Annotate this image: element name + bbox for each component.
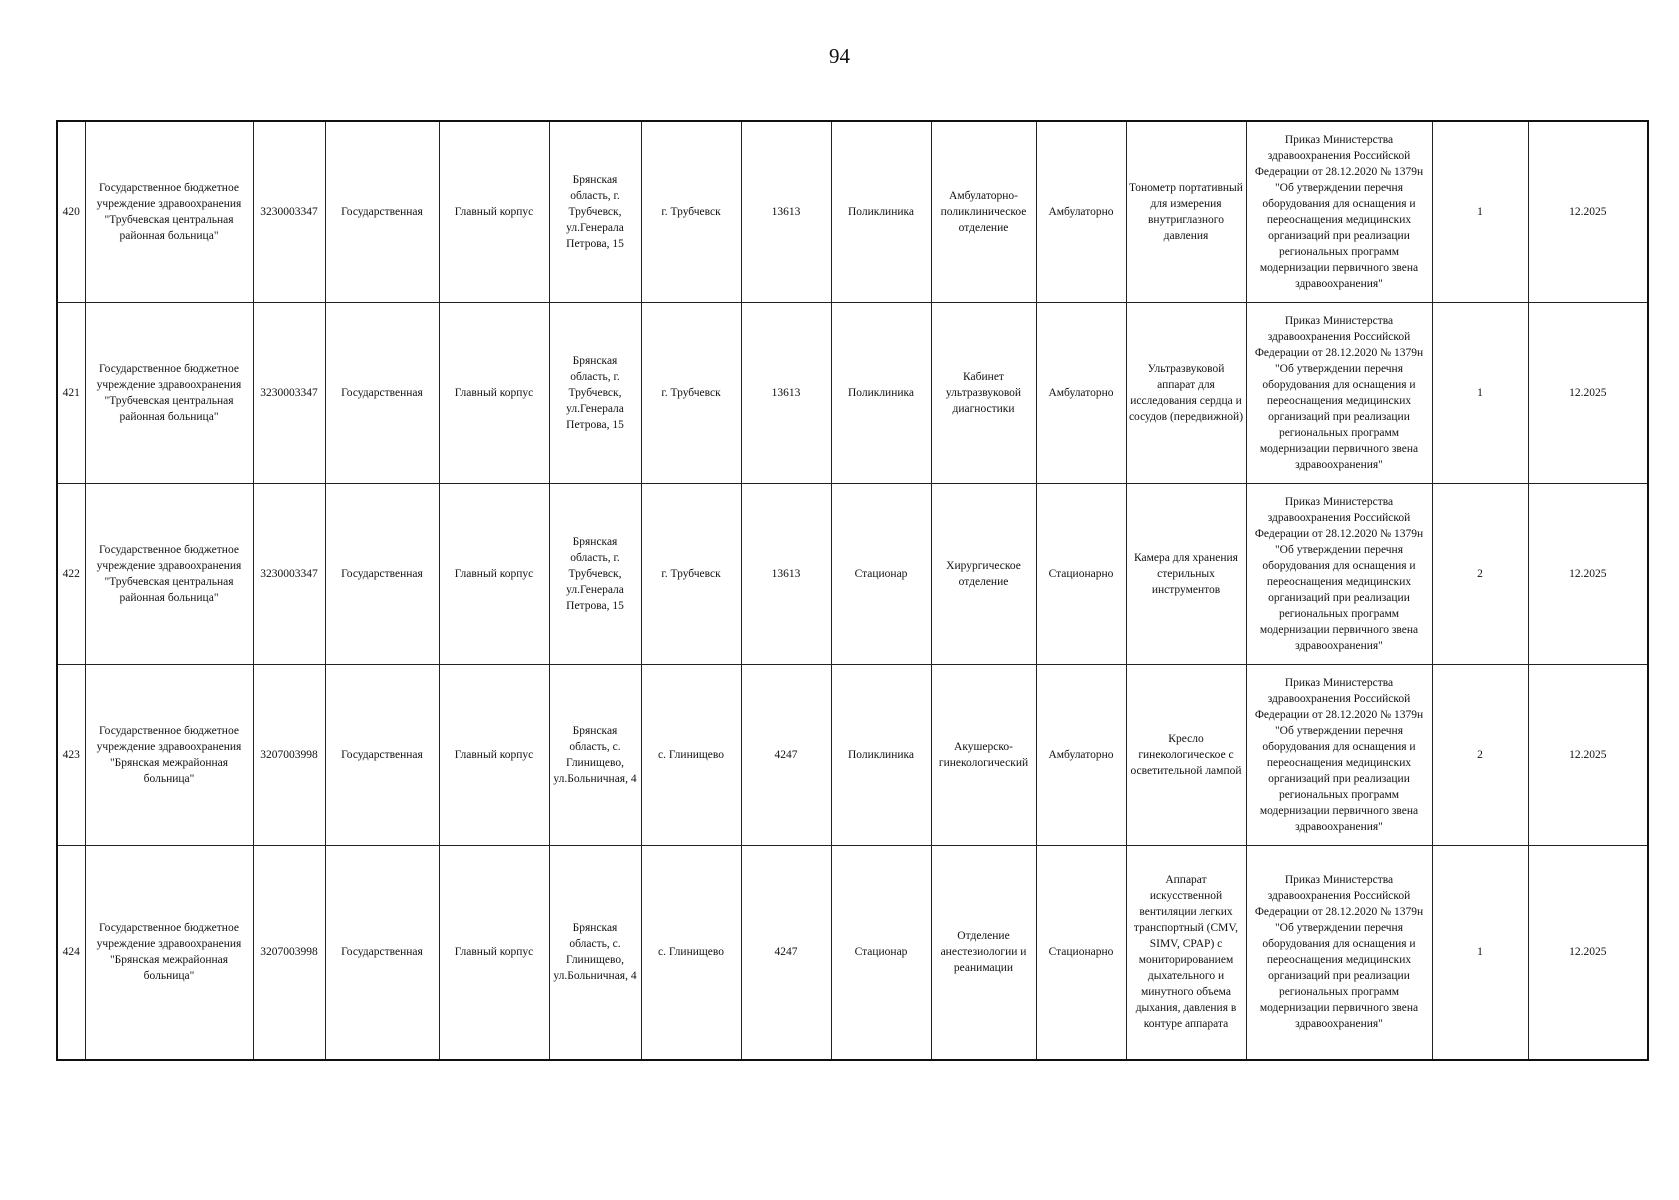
- equipment: Камера для хранения стерильных инструментов: [1126, 483, 1246, 664]
- department: Акушерско-гинекологический: [931, 664, 1036, 845]
- quantity: 2: [1432, 664, 1528, 845]
- regulatory-order: Приказ Министерства здравоохранения Российской Федерации от 28.12.2020 № 1379н "Об утверждении перечня оборудования для оснащения и переоснащения медицинских организаций при реализации региональных программ модернизации первичного звена здравоохранения": [1246, 121, 1432, 302]
- inn: 3207003998: [253, 845, 325, 1060]
- quantity: 2: [1432, 483, 1528, 664]
- delivery-date: 12.2025: [1528, 483, 1648, 664]
- unit-type: Стационар: [831, 845, 931, 1060]
- care-form: Стационарно: [1036, 845, 1126, 1060]
- ownership-form: Государственная: [325, 845, 439, 1060]
- department: Кабинет ультразвуковой диагностики: [931, 302, 1036, 483]
- page-number: 94: [829, 44, 850, 68]
- population: 13613: [741, 121, 831, 302]
- population: 13613: [741, 483, 831, 664]
- table-row: [57, 664, 1648, 845]
- building: Главный корпус: [439, 483, 549, 664]
- ownership-form: Государственная: [325, 302, 439, 483]
- row-number: 424: [57, 845, 85, 1060]
- locality: г. Трубчевск: [641, 302, 741, 483]
- population: 4247: [741, 664, 831, 845]
- inn: 3230003347: [253, 302, 325, 483]
- quantity: 1: [1432, 302, 1528, 483]
- ownership-form: Государственная: [325, 664, 439, 845]
- table-row: [57, 121, 1648, 302]
- row-number: 423: [57, 664, 85, 845]
- unit-type: Поликлиника: [831, 664, 931, 845]
- table-row: [57, 483, 1648, 664]
- equipment: Кресло гинекологическое с осветительной лампой: [1126, 664, 1246, 845]
- ownership-form: Государственная: [325, 483, 439, 664]
- organization-name: Государственное бюджетное учреждение здравоохранения "Брянская межрайонная больница": [85, 664, 253, 845]
- regulatory-order: Приказ Министерства здравоохранения Российской Федерации от 28.12.2020 № 1379н "Об утверждении перечня оборудования для оснащения и переоснащения медицинских организаций при реализации региональных программ модернизации первичного звена здравоохранения": [1246, 302, 1432, 483]
- locality: с. Глинищево: [641, 664, 741, 845]
- department: Амбулаторно-поликлиническое отделение: [931, 121, 1036, 302]
- delivery-date: 12.2025: [1528, 845, 1648, 1060]
- unit-type: Поликлиника: [831, 302, 931, 483]
- delivery-date: 12.2025: [1528, 302, 1648, 483]
- equipment: Аппарат искусственной вентиляции легких транспортный (CMV, SIMV, CPAP) с мониторированием дыхательного и минутного объема дыхания, давления в контуре аппарата: [1126, 845, 1246, 1060]
- inn: 3230003347: [253, 483, 325, 664]
- organization-name: Государственное бюджетное учреждение здравоохранения "Брянская межрайонная больница": [85, 845, 253, 1060]
- locality: с. Глинищево: [641, 845, 741, 1060]
- delivery-date: 12.2025: [1528, 664, 1648, 845]
- table-row: [57, 845, 1648, 1060]
- row-number: 421: [57, 302, 85, 483]
- building: Главный корпус: [439, 664, 549, 845]
- quantity: 1: [1432, 845, 1528, 1060]
- department: Хирургическое отделение: [931, 483, 1036, 664]
- organization-name: Государственное бюджетное учреждение здравоохранения "Трубчевская центральная районная больница": [85, 121, 253, 302]
- row-number: 422: [57, 483, 85, 664]
- address: Брянская область, с. Глинищево, ул.Больничная, 4: [549, 845, 641, 1060]
- regulatory-order: Приказ Министерства здравоохранения Российской Федерации от 28.12.2020 № 1379н "Об утверждении перечня оборудования для оснащения и переоснащения медицинских организаций при реализации региональных программ модернизации первичного звена здравоохранения": [1246, 483, 1432, 664]
- population: 13613: [741, 302, 831, 483]
- locality: г. Трубчевск: [641, 121, 741, 302]
- care-form: Стационарно: [1036, 483, 1126, 664]
- organization-name: Государственное бюджетное учреждение здравоохранения "Трубчевская центральная районная больница": [85, 483, 253, 664]
- building: Главный корпус: [439, 845, 549, 1060]
- unit-type: Поликлиника: [831, 121, 931, 302]
- equipment: Ультразвуковой аппарат для исследования сердца и сосудов (передвижной): [1126, 302, 1246, 483]
- address: Брянская область, г. Трубчевск, ул.Генерала Петрова, 15: [549, 483, 641, 664]
- address: Брянская область, г. Трубчевск, ул.Генерала Петрова, 15: [549, 302, 641, 483]
- regulatory-order: Приказ Министерства здравоохранения Российской Федерации от 28.12.2020 № 1379н "Об утверждении перечня оборудования для оснащения и переоснащения медицинских организаций при реализации региональных программ модернизации первичного звена здравоохранения": [1246, 845, 1432, 1060]
- organization-name: Государственное бюджетное учреждение здравоохранения "Трубчевская центральная районная больница": [85, 302, 253, 483]
- table-row: [57, 302, 1648, 483]
- equipment: Тонометр портативный для измерения внутриглазного давления: [1126, 121, 1246, 302]
- care-form: Амбулаторно: [1036, 302, 1126, 483]
- building: Главный корпус: [439, 302, 549, 483]
- ownership-form: Государственная: [325, 121, 439, 302]
- locality: г. Трубчевск: [641, 483, 741, 664]
- delivery-date: 12.2025: [1528, 121, 1648, 302]
- row-number: 420: [57, 121, 85, 302]
- inn: 3230003347: [253, 121, 325, 302]
- inn: 3207003998: [253, 664, 325, 845]
- building: Главный корпус: [439, 121, 549, 302]
- population: 4247: [741, 845, 831, 1060]
- care-form: Амбулаторно: [1036, 664, 1126, 845]
- department: Отделение анестезиологии и реанимации: [931, 845, 1036, 1060]
- address: Брянская область, с. Глинищево, ул.Больничная, 4: [549, 664, 641, 845]
- regulatory-order: Приказ Министерства здравоохранения Российской Федерации от 28.12.2020 № 1379н "Об утверждении перечня оборудования для оснащения и переоснащения медицинских организаций при реализации региональных программ модернизации первичного звена здравоохранения": [1246, 664, 1432, 845]
- unit-type: Стационар: [831, 483, 931, 664]
- care-form: Амбулаторно: [1036, 121, 1126, 302]
- equipment-registry-table: [56, 120, 1649, 1061]
- quantity: 1: [1432, 121, 1528, 302]
- address: Брянская область, г. Трубчевск, ул.Генерала Петрова, 15: [549, 121, 641, 302]
